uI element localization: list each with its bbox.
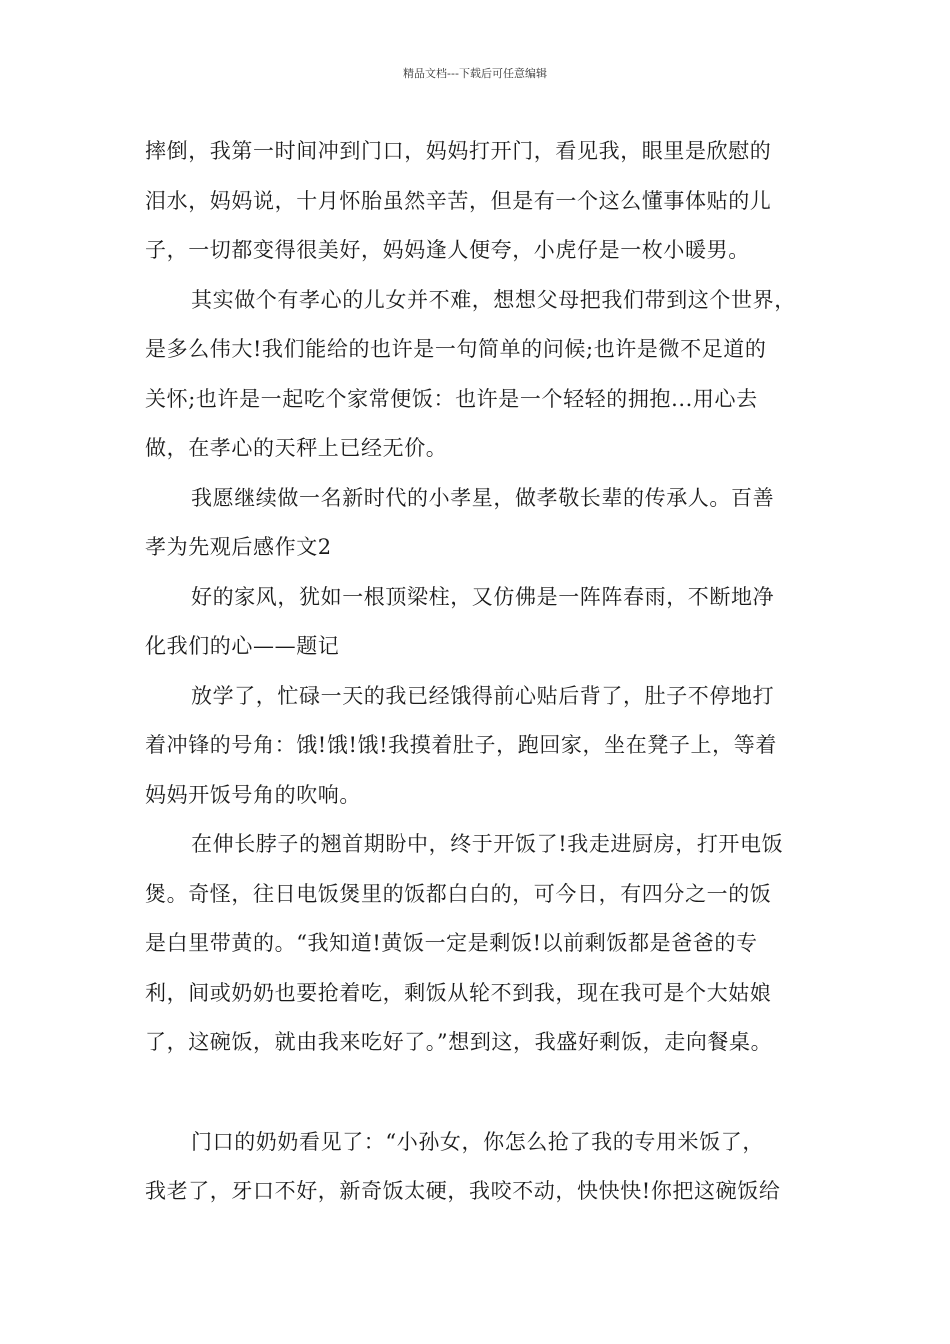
- text-line: 门口的奶奶看见了：“小孙女，你怎么抢了我的专用米饭了，: [191, 1129, 764, 1154]
- text-line: 泪水，妈妈说，十月怀胎虽然辛苦，但是有一个这么懂事体贴的儿: [145, 188, 772, 213]
- page-header: 精品文档---下载后可任意编辑: [403, 67, 547, 80]
- text-line: 子，一切都变得很美好，妈妈逢人便夸，小虎仔是一枚小暖男。: [145, 238, 750, 262]
- text-line: 我老了，牙口不好，新奇饭太硬，我咬不动，快快快!你把这碗饭给: [145, 1179, 781, 1203]
- paragraph-2: [145, 276, 835, 474]
- text-line: 妈妈开饭号角的吹响。: [145, 782, 361, 807]
- text-line: 孝为先观后感作文2: [145, 535, 332, 559]
- text-line: 放学了，忙碌一天的我已经饿得前心贴后背了，肚子不停地打: [191, 683, 775, 708]
- text-line: 是多么伟大!我们能给的也许是一句简单的问候;也许是微不足道的: [145, 337, 767, 361]
- paragraph-5: [145, 672, 835, 821]
- text-line: 其实做个有孝心的儿女并不难，想想父母把我们带到这个世界，: [191, 287, 796, 312]
- text-line: 煲。奇怪，往日电饭煲里的饭都白白的，可今日，有四分之一的饭: [145, 881, 772, 906]
- text-line: 了，这碗饭，就由我来吃好了。”想到这，我盛好剩饭，走向餐桌。: [145, 1030, 773, 1054]
- text-line: 我愿继续做一名新时代的小孝星，做孝敬长辈的传承人。百善: [191, 485, 775, 510]
- text-line: 摔倒，我第一时间冲到门口，妈妈打开门，看见我，眼里是欣慰的: [145, 139, 772, 163]
- paragraph-4: [145, 573, 835, 672]
- text-line: 着冲锋的号角：饿!饿!饿!我摸着肚子，跑回家，坐在凳子上，等着: [145, 733, 777, 757]
- paragraph-3: [145, 474, 835, 573]
- text-line: 化我们的心——题记: [145, 634, 340, 658]
- paragraph-1: [145, 127, 835, 276]
- text-line: 在伸长脖子的翘首期盼中，终于开饭了!我走进厨房，打开电饭: [191, 832, 784, 856]
- paragraph-gap: [145, 1068, 835, 1118]
- document-body: [145, 127, 835, 1217]
- text-line: 做，在孝心的天秤上已经无价。: [145, 436, 448, 460]
- paragraph-7: [145, 1118, 835, 1217]
- paragraph-6: [145, 820, 835, 1068]
- text-line: 关怀;也许是一起吃个家常便饭：也许是一个轻轻的拥抱...用心去: [145, 386, 758, 411]
- text-line: 利，间或奶奶也要抢着吃，剩饭从轮不到我，现在我可是个大姑娘: [145, 980, 772, 1005]
- text-line: 好的家风，犹如一根顶梁柱，又仿佛是一阵阵春雨，不断地净: [191, 584, 775, 609]
- text-line: 是白里带黄的。“我知道!黄饭一定是剩饭!以前剩饭都是爸爸的专: [145, 931, 758, 955]
